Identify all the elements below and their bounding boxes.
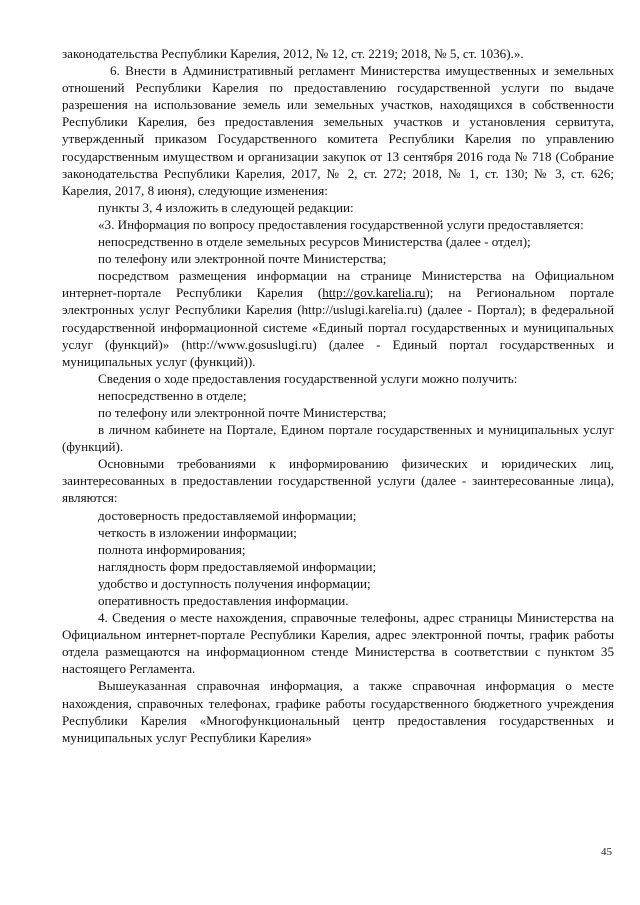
paragraph-6: по телефону или электронной почте Министерства; [98,251,387,267]
paragraph-14: четкость в изложении информации; [98,524,297,540]
paragraph-1: законодательства Республики Карелия, 2012, № 12, ст. 2219; 2018, № 5, ст. 1036).». [62,46,524,61]
paragraph-12: Основными требованиями к информированию физических и юридических лиц, заинтересованных в предоставлении государственной услуги (далее - заинтересованные лица), являются: [62,456,614,506]
paragraph-16: наглядность форм предоставляемой информации; [98,558,377,574]
document-body [62,45,614,746]
paragraph-item-3: «3. Информация по вопросу предоставления государственной услуги предоставляется: [98,216,584,232]
paragraph-3: пункты 3, 4 изложить в следующей редакции: [98,199,354,215]
paragraph-item-4: 4. Сведения о месте нахождения, справочные телефоны, адрес страницы Министерства на Официальном интернет-портале Республики Карелия, адрес электронной почты, график работы отдела размещаются на информационном стенде Министерства в соответствии с пунктом 35 настоящего Регламента. [62,610,614,677]
paragraph-8: Сведения о ходе предоставления государственной услуги можно получить: [98,370,518,386]
paragraph-20: Вышеуказанная справочная информация, а также справочная информация о месте нахождения, справочных телефонах, графике работы государственного бюджетного учреждения Республики Карелия «Многофункциональный центр предоставления государственных и муниципальных услуг Республики Карелия» [62,678,614,745]
paragraph-15: полнота информирования; [98,541,246,557]
paragraph-portals [62,267,614,370]
page-number: 45 [601,846,612,858]
paragraph-10: по телефону или электронной почте Министерства; [98,404,387,420]
paragraph-11: в личном кабинете на Портале, Едином портале государственных и муниципальных услуг (функций). [62,422,614,455]
paragraph-5: непосредственно в отделе земельных ресурсов Министерства (далее - отдел); [98,234,531,250]
paragraph-portals-text-b: ); на Региональном портале электронных услуг Республики Карелия (http://uslugi.karelia.ru) (далее - Портал); в федеральной государственной информационной системе «Единый портал государственных и муниципальных услуг (функций)» (http://www.gosuslugi.ru) (далее - Единый портал государственных и муниципальных услуг (функций)). [62,285,614,369]
gov-karelia-link[interactable]: http://gov.karelia.ru [322,285,426,301]
paragraph-13: достоверность предоставляемой информации; [98,507,357,523]
paragraph-18: оперативность предоставления информации. [98,593,349,608]
paragraph-17: удобство и доступность получения информации; [98,575,371,591]
paragraph-item-6: 6. Внести в Административный регламент Министерства имущественных и земельных отношений Республики Карелия по предоставлению государственной услуги по выдаче разрешения на использование земель или земельных участков, находящихся в собственности Республики Карелия, без предоставления земельных участков и установления сервитута, утвержденный приказом Государственного комитета Республики Карелия по управлению государственным имуществом и организации закупок от 13 сентября 2016 года № 718 (Собрание законодательства Республики Карелия, 2017, № 2, ст. 272; 2018, № 1, ст. 130; № 3, ст. 626; Карелия, 2017, 8 июня), следующие изменения: [62,63,614,198]
paragraph-9: непосредственно в отделе; [98,387,247,403]
paragraph-portals-text-a: посредством размещения информации на странице Министерства на Официальном интернет-портале Республики Карелия ( [62,268,614,301]
